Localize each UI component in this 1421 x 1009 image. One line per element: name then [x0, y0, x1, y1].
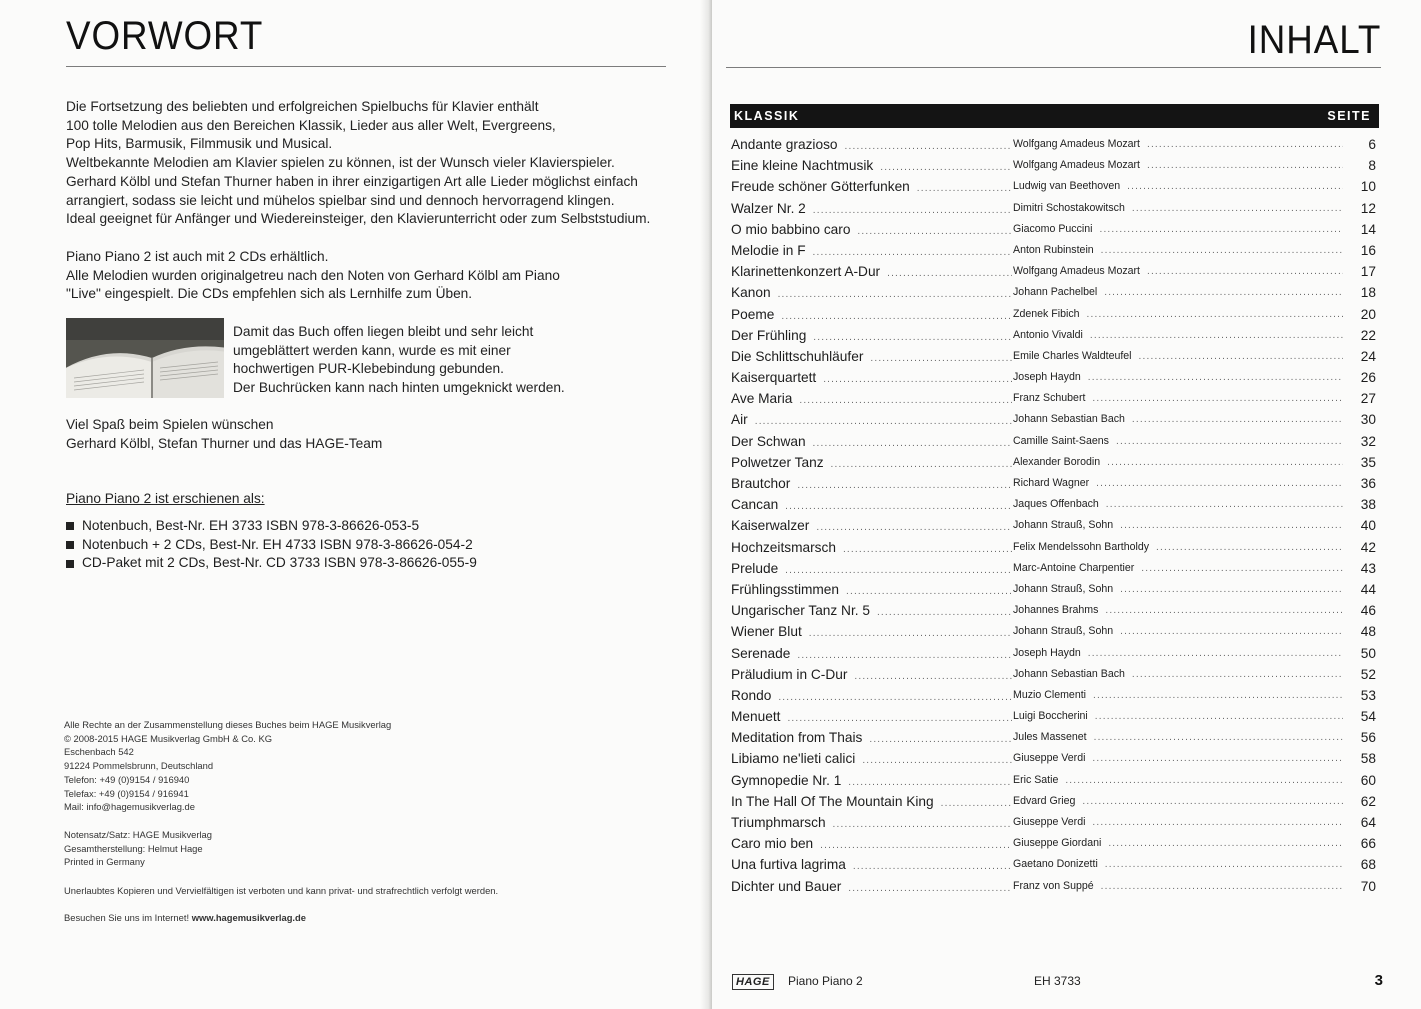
right-page [712, 0, 1421, 1009]
toc-row[interactable] [731, 579, 1376, 600]
imprint-email[interactable]: Mail: info@hagemusikverlag.de [64, 801, 195, 813]
cd-info-line: Piano Piano 2 ist auch mit 2 CDs erhältlich. [66, 249, 329, 264]
toc-page-number: 18 [1358, 282, 1376, 303]
toc-title: Dichter und Bauer [731, 879, 844, 894]
toc-page-number: 36 [1358, 473, 1376, 494]
edition-item [66, 554, 477, 573]
toc-title: Freude schöner Götterfunken [731, 179, 913, 194]
toc-page-number: 50 [1358, 643, 1376, 664]
toc-row[interactable] [731, 791, 1376, 812]
square-bullet-icon [66, 522, 74, 530]
toc-title: Ave Maria [731, 391, 795, 406]
imprint-line: Telefon: +49 (0)9154 / 916940 [64, 773, 190, 785]
edition-item [66, 517, 477, 536]
toc-row[interactable] [731, 706, 1376, 727]
edition-text: Notenbuch, Best-Nr. EH 3733 ISBN 978-3-86626-053-5 [82, 518, 420, 533]
binding-paragraph [233, 323, 673, 398]
toc-title: Air [731, 412, 751, 427]
toc-composer-cell [1013, 833, 1343, 854]
toc-title-cell [731, 240, 1012, 263]
toc-composer-cell [1013, 325, 1343, 346]
toc-composer-cell [1013, 664, 1343, 685]
toc-composer-cell [1013, 219, 1343, 240]
square-bullet-icon [66, 560, 74, 568]
imprint-line: Alle Rechte an der Zusammenstellung dieses Buches beim HAGE Musikverlag [64, 719, 392, 730]
binding-line: hochwertigen PUR-Klebebindung gebunden. [233, 361, 504, 377]
imprint-line: Eschenbach 542 [64, 746, 134, 758]
toc-composer-cell [1013, 515, 1343, 536]
toc-composer-cell [1013, 494, 1343, 515]
toc-composer: Giuseppe Verdi [1013, 752, 1088, 764]
toc-composer-cell [1013, 304, 1343, 325]
toc-page-number: 20 [1358, 304, 1376, 325]
greeting [66, 416, 626, 453]
toc-title: Ungarischer Tanz Nr. 5 [731, 603, 873, 618]
intro-paragraph [66, 98, 676, 229]
toc-composer: Ludwig van Beethoven [1013, 180, 1123, 192]
toc-title-cell [731, 219, 1012, 242]
toc-title-cell [731, 494, 1012, 517]
toc-row[interactable] [731, 854, 1376, 875]
binding-line: umgeblättert werden kann, wurde es mit einer [233, 342, 511, 358]
toc-composer-cell [1013, 176, 1343, 197]
intro-line: Pop Hits, Barmusik, Filmmusik und Musical. [66, 136, 333, 152]
toc-title-cell [731, 473, 1012, 496]
toc-row[interactable] [731, 431, 1376, 452]
toc-composer: Wolfgang Amadeus Mozart [1013, 265, 1143, 277]
toc-row[interactable] [731, 346, 1376, 367]
website-prefix: Besuchen Sie uns im Internet! [64, 912, 192, 923]
edition-text: CD-Paket mit 2 CDs, Best-Nr. CD 3733 ISBN 978-3-86626-055-9 [82, 555, 477, 571]
toc-row[interactable] [731, 219, 1376, 240]
binding-line: Damit das Buch offen liegen bleibt und sehr leicht [233, 324, 534, 339]
toc-row[interactable] [731, 748, 1376, 769]
toc-composer: Johann Sebastian Bach [1013, 668, 1128, 680]
credits-line: Printed in Germany [64, 856, 145, 868]
cd-info-paragraph [66, 248, 676, 304]
toc-row[interactable] [731, 812, 1376, 833]
edition-list [66, 517, 477, 573]
toc-row[interactable] [731, 134, 1376, 155]
toc-title-cell [731, 388, 1012, 411]
toc-composer: Marc-Antoine Charpentier [1013, 562, 1137, 574]
toc-row[interactable] [731, 176, 1376, 197]
toc-title-cell [731, 812, 1012, 835]
toc-title: Triumphmarsch [731, 815, 829, 830]
toc-composer-cell [1013, 261, 1343, 282]
toc-title: Prelude [731, 561, 781, 576]
section-header [730, 104, 1379, 128]
website-note [64, 911, 306, 925]
toc-title-cell [731, 791, 1012, 814]
toc-page-number: 60 [1358, 770, 1376, 791]
imprint-line: Telefax: +49 (0)9154 / 916941 [64, 787, 189, 799]
toc-title: Kanon [731, 285, 774, 300]
toc-row[interactable] [731, 643, 1376, 664]
toc-title: Brautchor [731, 476, 793, 491]
toc-page-number: 66 [1358, 833, 1376, 854]
toc-composer-cell [1013, 600, 1343, 621]
toc-title: Walzer Nr. 2 [731, 201, 809, 216]
intro-line: Ideal geeignet für Anfänger und Wiedereinsteiger, den Klavierunterricht oder zum Selbststudium. [66, 211, 651, 227]
toc-title: O mio babbino caro [731, 222, 853, 237]
page-title: INHALT [1247, 18, 1381, 62]
toc-page-number: 54 [1358, 706, 1376, 727]
toc-title-cell [731, 367, 1012, 390]
toc-title: Gymnopedie Nr. 1 [731, 773, 844, 788]
toc-composer-cell [1013, 240, 1343, 261]
toc-title-cell [731, 198, 1012, 221]
footer-order-code: EH 3733 [1034, 974, 1081, 988]
toc-title-cell [731, 664, 1012, 687]
toc-composer-cell [1013, 876, 1343, 897]
toc-composer: Dimitri Schostakowitsch [1013, 202, 1128, 214]
cd-info-line: "Live" eingespielt. Die CDs empfehlen sich als Lernhilfe zum Üben. [66, 286, 473, 302]
toc-title: Wiener Blut [731, 624, 805, 639]
toc-composer-cell [1013, 346, 1343, 367]
toc-page-number: 46 [1358, 600, 1376, 621]
toc-title-cell [731, 706, 1012, 729]
title-rule [66, 66, 666, 67]
left-page [0, 0, 706, 1009]
toc-title: Melodie in F [731, 243, 809, 258]
toc-page-number: 26 [1358, 367, 1376, 388]
toc-composer: Felix Mendelssohn Bartholdy [1013, 541, 1152, 553]
edition-item [66, 536, 477, 555]
page-column-label: SEITE [1327, 109, 1371, 123]
toc-page-number: 58 [1358, 748, 1376, 769]
section-label: KLASSIK [734, 109, 800, 123]
square-bullet-icon [66, 541, 74, 549]
toc-title-cell [731, 770, 1012, 793]
toc-row[interactable] [731, 198, 1376, 219]
toc-title: Präludium in C-Dur [731, 667, 850, 682]
toc-composer: Camille Saint-Saens [1013, 435, 1112, 447]
toc-row[interactable] [731, 473, 1376, 494]
toc-composer-cell [1013, 685, 1343, 706]
toc-row[interactable] [731, 833, 1376, 854]
toc-composer-cell [1013, 409, 1343, 430]
toc-composer: Jules Massenet [1013, 731, 1090, 743]
toc-composer: Jaques Offenbach [1013, 498, 1102, 510]
toc-composer: Muzio Clementi [1013, 689, 1089, 701]
toc-title-cell [731, 431, 1012, 454]
toc-title: Meditation from Thais [731, 730, 865, 745]
toc-title: Rondo [731, 688, 774, 703]
toc-composer: Giacomo Puccini [1013, 223, 1095, 235]
toc-title-cell [731, 833, 1012, 856]
toc-page-number: 30 [1358, 409, 1376, 430]
greeting-line: Gerhard Kölbl, Stefan Thurner und das HAGE-Team [66, 435, 383, 451]
toc-page-number: 14 [1358, 219, 1376, 240]
toc-composer: Franz Schubert [1013, 392, 1088, 404]
toc-page-number: 43 [1358, 558, 1376, 579]
credits-line: Notensatz/Satz: HAGE Musikverlag [64, 829, 212, 840]
toc-title: Menuett [731, 709, 783, 724]
toc-title-cell [731, 727, 1012, 750]
toc-page-number: 6 [1365, 134, 1376, 155]
toc-row[interactable] [731, 600, 1376, 621]
toc-title: Der Schwan [731, 434, 809, 449]
toc-composer: Johann Strauß, Sohn [1013, 625, 1116, 637]
toc-composer-cell [1013, 727, 1343, 748]
toc-title-cell [731, 134, 1012, 157]
toc-title-cell [731, 515, 1012, 538]
toc-row[interactable] [731, 304, 1376, 325]
toc-row[interactable] [731, 876, 1376, 897]
toc-page-number: 38 [1358, 494, 1376, 515]
toc-composer-cell [1013, 558, 1343, 579]
toc-title-cell [731, 558, 1012, 581]
greeting-line: Viel Spaß beim Spielen wünschen [66, 417, 274, 432]
toc-title: Frühlingsstimmen [731, 582, 842, 597]
toc-title-cell [731, 176, 1012, 199]
toc-composer: Joseph Haydn [1013, 371, 1084, 383]
toc-title-cell [731, 854, 1012, 877]
toc-row[interactable] [731, 537, 1376, 558]
toc-title: Caro mio ben [731, 836, 816, 851]
intro-line: Die Fortsetzung des beliebten und erfolgreichen Spielbuchs für Klavier enthält [66, 99, 539, 114]
toc-page-number: 8 [1365, 155, 1376, 176]
toc-composer-cell [1013, 621, 1343, 642]
toc-title: Die Schlittschuhläufer [731, 349, 866, 364]
toc-title-cell [731, 282, 1012, 305]
intro-line: Gerhard Kölbl und Stefan Thurner haben in ihrer einzigartigen Art alle Lieder möglichst einfach [66, 173, 638, 189]
toc-composer: Emile Charles Waldteufel [1013, 350, 1135, 362]
toc-page-number: 32 [1358, 431, 1376, 452]
toc-title: Serenade [731, 646, 793, 661]
toc-composer-cell [1013, 706, 1343, 727]
toc-row[interactable] [731, 664, 1376, 685]
toc-title: Cancan [731, 497, 781, 512]
toc-composer-cell [1013, 155, 1343, 176]
toc-title-cell [731, 537, 1012, 560]
toc-composer: Wolfgang Amadeus Mozart [1013, 159, 1143, 171]
toc-composer: Johannes Brahms [1013, 604, 1101, 616]
toc-composer-cell [1013, 134, 1343, 155]
toc-title: Der Frühling [731, 328, 809, 343]
toc-row[interactable] [731, 409, 1376, 430]
toc-title: Kaiserquartett [731, 370, 819, 385]
toc-composer: Franz von Suppé [1013, 880, 1097, 892]
toc-page-number: 16 [1358, 240, 1376, 261]
toc-composer: Gaetano Donizetti [1013, 858, 1101, 870]
credits [64, 828, 212, 869]
toc-page-number: 44 [1358, 579, 1376, 600]
toc-composer-cell [1013, 812, 1343, 833]
intro-line: arrangiert, sodass sie leicht und mühelos spielbar sind und dennoch hervorragend klingen. [66, 192, 615, 208]
toc-title-cell [731, 579, 1012, 602]
imprint-line: 91224 Pommelsbrunn, Deutschland [64, 760, 214, 772]
toc-composer: Giuseppe Verdi [1013, 816, 1088, 828]
page-number: 3 [1374, 972, 1383, 989]
toc-composer-cell [1013, 791, 1343, 812]
toc-row[interactable] [731, 515, 1376, 536]
toc-composer-cell [1013, 748, 1343, 769]
toc-title-cell [731, 409, 1012, 432]
toc-page-number: 35 [1358, 452, 1376, 473]
table-of-contents [731, 134, 1376, 897]
title-rule [726, 67, 1381, 68]
credits-line: Gesamtherstellung: Helmut Hage [64, 842, 203, 854]
toc-composer-cell [1013, 388, 1343, 409]
toc-page-number: 62 [1358, 791, 1376, 812]
toc-composer: Antonio Vivaldi [1013, 329, 1086, 341]
toc-title: Hochzeitsmarsch [731, 540, 839, 555]
toc-page-number: 48 [1358, 621, 1376, 642]
toc-composer-cell [1013, 452, 1343, 473]
toc-composer-cell [1013, 473, 1343, 494]
edition-text: Notenbuch + 2 CDs, Best-Nr. EH 4733 ISBN 978-3-86626-054-2 [82, 536, 473, 552]
toc-title: Libiamo ne'lieti calici [731, 751, 858, 766]
website-link[interactable]: www.hagemusikverlag.de [191, 912, 306, 923]
toc-title: Una furtiva lagrima [731, 857, 849, 872]
toc-row[interactable] [731, 494, 1376, 515]
toc-row[interactable] [731, 558, 1376, 579]
toc-title: Eine kleine Nachtmusik [731, 158, 876, 173]
intro-line: 100 tolle Melodien aus den Bereichen Klassik, Lieder aus aller Welt, Evergreens, [66, 117, 556, 133]
toc-composer-cell [1013, 367, 1343, 388]
toc-page-number: 10 [1358, 176, 1376, 197]
open-book-image [66, 318, 224, 398]
toc-page-number: 17 [1358, 261, 1376, 282]
toc-title-cell [731, 643, 1012, 666]
toc-composer-cell [1013, 431, 1343, 452]
toc-row[interactable] [731, 367, 1376, 388]
toc-composer: Wolfgang Amadeus Mozart [1013, 138, 1143, 150]
toc-page-number: 40 [1358, 515, 1376, 536]
toc-row[interactable] [731, 155, 1376, 176]
toc-composer-cell [1013, 579, 1343, 600]
toc-composer: Giuseppe Giordani [1013, 837, 1104, 849]
toc-page-number: 53 [1358, 685, 1376, 706]
toc-row[interactable] [731, 770, 1376, 791]
toc-page-number: 56 [1358, 727, 1376, 748]
toc-composer-cell [1013, 282, 1343, 303]
toc-title: Poeme [731, 307, 777, 322]
toc-title: Polwetzer Tanz [731, 455, 827, 470]
toc-composer: Edvard Grieg [1013, 795, 1078, 807]
toc-title-cell [731, 346, 1012, 369]
toc-page-number: 70 [1358, 876, 1376, 897]
toc-composer: Johann Pachelbel [1013, 286, 1100, 298]
toc-row[interactable] [731, 621, 1376, 642]
toc-page-number: 12 [1358, 198, 1376, 219]
page-title: VORWORT [66, 14, 264, 58]
toc-row[interactable] [731, 685, 1376, 706]
toc-composer: Johann Strauß, Sohn [1013, 583, 1116, 595]
toc-page-number: 52 [1358, 664, 1376, 685]
toc-title: In The Hall Of The Mountain King [731, 794, 937, 809]
toc-row[interactable] [731, 452, 1376, 473]
open-book-photo [66, 318, 224, 398]
toc-title-cell [731, 748, 1012, 771]
toc-composer: Richard Wagner [1013, 477, 1092, 489]
toc-row[interactable] [731, 388, 1376, 409]
toc-composer-cell [1013, 770, 1343, 791]
toc-page-number: 24 [1358, 346, 1376, 367]
toc-composer: Joseph Haydn [1013, 647, 1084, 659]
copyright-notice: Unerlaubtes Kopieren und Vervielfältigen ist verboten und kann privat- und strafrechtlich verfolgt werden. [64, 885, 499, 896]
toc-composer-cell [1013, 198, 1343, 219]
toc-title: Klarinettenkonzert A-Dur [731, 264, 883, 279]
toc-title-cell [731, 600, 1012, 623]
footer-book-title: Piano Piano 2 [788, 974, 863, 988]
toc-title-cell [731, 261, 1012, 284]
binding-line: Der Buchrücken kann nach hinten umgeknickt werden. [233, 380, 565, 396]
toc-row[interactable] [731, 240, 1376, 261]
toc-row[interactable] [731, 325, 1376, 346]
toc-composer: Alexander Borodin [1013, 456, 1103, 468]
editions-heading: Piano Piano 2 ist erschienen als: [66, 491, 265, 506]
toc-title-cell [731, 452, 1012, 475]
toc-title-cell [731, 304, 1012, 327]
intro-line: Weltbekannte Melodien am Klavier spielen zu können, ist der Wunsch vieler Klavierspieler. [66, 155, 615, 171]
toc-row[interactable] [731, 261, 1376, 282]
toc-row[interactable] [731, 727, 1376, 748]
toc-title: Andante grazioso [731, 137, 841, 152]
imprint [64, 718, 391, 814]
cd-info-line: Alle Melodien wurden originalgetreu nach den Noten von Gerhard Kölbl am Piano [66, 267, 560, 283]
toc-title-cell [731, 685, 1012, 708]
toc-composer: Johann Strauß, Sohn [1013, 519, 1116, 531]
toc-composer: Eric Satie [1013, 774, 1061, 786]
toc-page-number: 22 [1358, 325, 1376, 346]
toc-composer-cell [1013, 537, 1343, 558]
toc-composer: Anton Rubinstein [1013, 244, 1097, 256]
toc-page-number: 64 [1358, 812, 1376, 833]
toc-page-number: 27 [1358, 388, 1376, 409]
hage-logo: HAGE [732, 974, 774, 990]
toc-title-cell [731, 325, 1012, 348]
toc-title: Kaiserwalzer [731, 518, 812, 533]
toc-composer-cell [1013, 854, 1343, 875]
toc-page-number: 68 [1358, 854, 1376, 875]
toc-title-cell [731, 621, 1012, 644]
toc-composer: Zdenek Fibich [1013, 308, 1083, 320]
toc-row[interactable] [731, 282, 1376, 303]
toc-composer: Luigi Boccherini [1013, 710, 1091, 722]
toc-composer-cell [1013, 643, 1343, 664]
imprint-line: © 2008-2015 HAGE Musikverlag GmbH & Co. KG [64, 732, 273, 744]
page-footer [712, 972, 1421, 996]
toc-title-cell [731, 155, 1012, 178]
toc-composer: Johann Sebastian Bach [1013, 413, 1128, 425]
toc-page-number: 42 [1358, 537, 1376, 558]
toc-title-cell [731, 876, 1012, 899]
